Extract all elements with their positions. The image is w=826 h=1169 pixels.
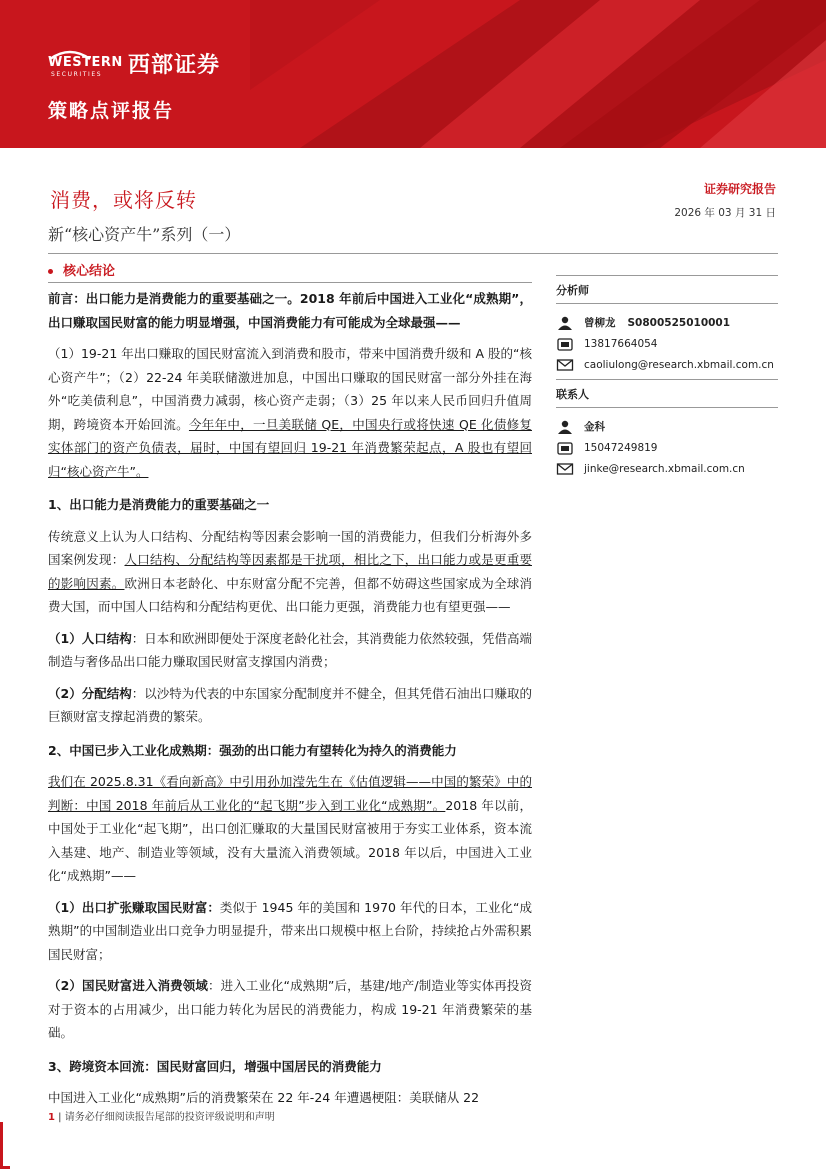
footer-note: 请务必仔细阅读报告尾部的投资评级说明和声明 — [64, 1112, 275, 1123]
company-logo — [48, 48, 220, 79]
underlined-text: 我们在 2025.8.31《看向新高》中引用孙加滢先生在《估值逻辑——中国的繁荣》中的判断：中国 2018 年前后从工业化的“起飞期”步入到工业化“成熟期”。 — [48, 774, 532, 813]
page-number: 1 — [48, 1112, 55, 1123]
person-icon — [556, 316, 574, 330]
analyst-name: 曾柳龙 — [584, 317, 616, 329]
underlined-text: 人口结构、分配结构等因素都是干扰项，相比之下，出口能力或是更重要的影响因素。 — [48, 552, 532, 591]
phone-icon — [556, 441, 574, 455]
paragraph: （2）国民财富进入消费领域：进入工业化“成熟期”后，基建/地产/制造业等实体再投资对于资本的占用减少，出口能力转化为居民的消费能力，构成 19-21 年消费繁荣的基础。 — [48, 978, 532, 1040]
contact-phone: 15047249819 — [584, 441, 658, 454]
report-date: 2026 年 03 月 31 日 — [674, 207, 776, 219]
analyst-cert: S0800525010001 — [627, 316, 731, 329]
paragraph: （2）分配结构：以沙特为代表的中东国家分配制度并不健全，但其凭借石油出口赚取的巨额财富支撑起消费的繁荣。 — [48, 685, 532, 724]
contact-phone-row — [556, 437, 778, 458]
logo-english-sub: SECURITIES — [51, 70, 103, 78]
contact-row — [556, 416, 778, 437]
page-footer — [48, 1108, 275, 1123]
email-icon — [556, 462, 574, 476]
contact-email[interactable]: jinke@research.xbmail.com.cn — [584, 462, 745, 475]
analyst-phone: 13817664054 — [584, 337, 658, 350]
report-title: 消费，或将反转 — [50, 188, 197, 212]
logo-english: WESTERN — [48, 54, 123, 70]
logo-mark — [48, 49, 126, 79]
contact-name: 金科 — [584, 421, 605, 433]
email-icon — [556, 358, 574, 372]
report-category: 证券研究报告 — [703, 182, 776, 196]
analyst-phone-row — [556, 333, 778, 354]
heading-1: 1、出口能力是消费能力的重要基础之一 — [48, 497, 270, 512]
analyst-email-row — [556, 354, 778, 375]
logo-chinese: 西部证券 — [128, 53, 221, 78]
main-content — [48, 287, 532, 1110]
header-banner — [0, 0, 826, 148]
heading-2: 2、中国已步入工业化成熟期：强劲的出口能力有望转化为持久的消费能力 — [48, 742, 457, 758]
section-heading — [48, 260, 115, 279]
analyst-row — [556, 312, 778, 333]
phone-icon — [556, 337, 574, 351]
person-icon — [556, 420, 574, 434]
report-type: 策略点评报告 — [48, 100, 175, 122]
paragraph: 传统意义上认为人口结构、分配结构等因素会影响一国的消费能力，但我们分析海外多国案例发现：人口结构、分配结构等因素都是干扰项，相比之下，出口能力或是更重要的影响因素。欧洲日本老龄化、中东财富分配不完善，但都不妨碍这些国家成为全球消费大国，而中国人口结构和分配结构更优、出口能力更强，消费能力也有望更强—— — [48, 528, 532, 614]
title-divider — [48, 253, 778, 254]
underlined-text: 今年年中，一旦美联储 QE，中国央行或将快速 QE 化债修复实体部门的资产负债表，届时，中国有望回归 19-21 年消费繁荣起点，A 股也有望回归“核心资产牛”。 — [48, 416, 532, 479]
footer-separator: | — [58, 1112, 62, 1123]
bullet-icon — [48, 269, 53, 274]
paragraph: 我们在 2025.8.31《看向新高》中引用孙加滢先生在《估值逻辑——中国的繁荣》中的判断：中国 2018 年前后从工业化的“起飞期”步入到工业化“成熟期”。2018 年以前，中国处于工业化“起飞期”，出口创汇赚取的大量国民财富被用于夯实工业体系，资本流入基建、地产、制造业等领域，没有大量流入消费领域。2018 年以后，中国进入工业化“成熟期”—— — [48, 774, 532, 883]
heading-3: 3、跨境资本回流：国民财富回归，增强中国居民的消费能力 — [48, 1058, 382, 1074]
analyst-sidebar — [556, 275, 778, 479]
analyst-label: 分析师 — [556, 284, 589, 297]
paragraph: （1）人口结构：日本和欧洲即便处于深度老龄化社会，其消费能力依然较强，凭借高端制造与奢侈品出口能力赚取国民财富支撑国内消费； — [48, 630, 532, 669]
contact-label: 联系人 — [556, 388, 589, 401]
lead-paragraph: 前言：出口能力是消费能力的重要基础之一。2018 年前后中国进入工业化“成熟期”，出口赚取国民财富的能力明显增强，中国消费能力有可能成为全球最强—— — [48, 291, 532, 330]
paragraph: 中国进入工业化“成熟期”后的消费繁荣在 22 年-24 年遭遇梗阻：美联储从 22 — [48, 1090, 480, 1105]
section-divider — [48, 282, 532, 283]
contact-email-row — [556, 458, 778, 479]
section-label: 核心结论 — [63, 264, 116, 279]
footer-accent — [0, 1122, 10, 1169]
paragraph: （1）19-21 年出口赚取的国民财富流入到消费和股市，带来中国消费升级和 A 股的“核心资产牛”；（2）22-24 年美联储激进加息，中国出口赚取的国民财富一部分外挂在海外“吃美债利息”，中国消费力减弱，核心资产走弱；（3）25 年以来人民币回归升值周期，跨境资本开始回流。今年年中，一旦美联储 QE，中国央行或将快速 QE 化债修复实体部门的资产负债表，届时，中国有望回归 19-21 年消费繁荣起点，A 股也有望回归“核心资产牛”。 — [48, 346, 532, 479]
paragraph: （1）出口扩张赚取国民财富：类似于 1945 年的美国和 1970 年代的日本，工业化“成熟期”的中国制造业出口竞争力明显提升，带来出口规模中枢上台阶，持续抢占外需积累国民财富； — [48, 899, 532, 962]
analyst-email[interactable]: caoliulong@research.xbmail.com.cn — [584, 358, 774, 371]
report-subtitle: 新“核心资产牛”系列（一） — [48, 225, 241, 244]
